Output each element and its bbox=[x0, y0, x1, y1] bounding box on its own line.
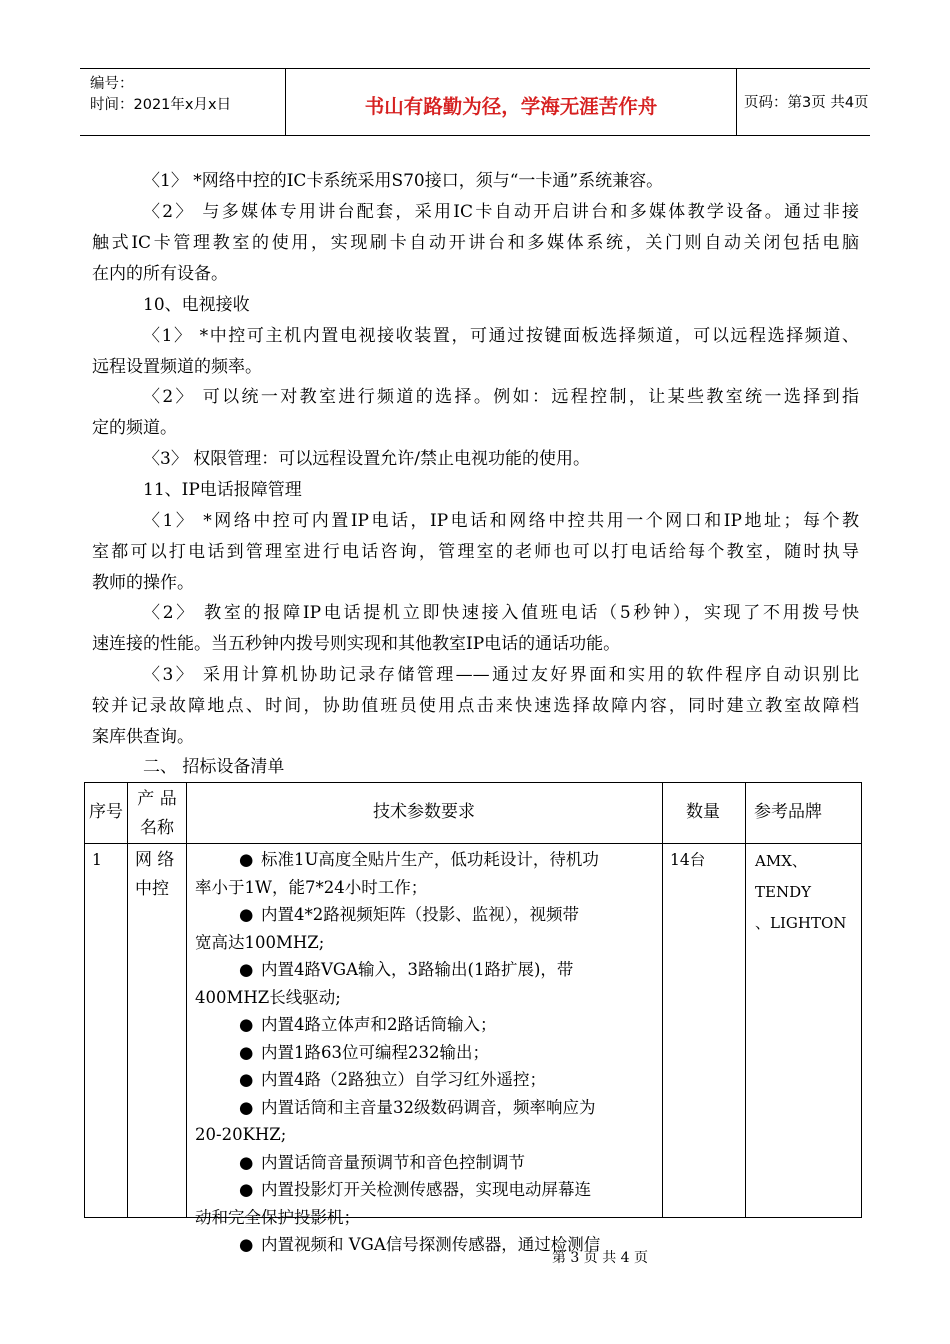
paragraph-line: 〈3〉 权限管理：可以远程设置允许/禁止电视功能的使用。 bbox=[143, 449, 590, 469]
paragraph-line: 〈1〉 *网络中控可内置IP电话，IP电话和网络中控共用一个网口和IP地址；每个教 bbox=[143, 511, 859, 531]
row-index: 1 bbox=[92, 851, 102, 869]
bullet-icon: ● bbox=[239, 1180, 254, 1199]
header-meta bbox=[80, 69, 285, 135]
spec-item-cont: 宽高达100MHZ; bbox=[195, 932, 325, 952]
paragraph-line: 在内的所有设备。 bbox=[92, 264, 228, 284]
motto: 书山有路勤为径，学海无涯苦作舟 bbox=[364, 95, 658, 118]
page-header bbox=[80, 68, 870, 136]
brand-line: AMX、TENDY bbox=[755, 852, 812, 901]
paragraph-line: 〈2〉 可以统一对教室进行频道的选择。例如：远程控制，让某些教室统一选择到指 bbox=[143, 387, 859, 407]
brand-line: 、LIGHTON bbox=[755, 914, 847, 932]
header-name: 名称 bbox=[140, 818, 174, 838]
paragraph-line: 触式IC卡管理教室的使用，实现刷卡自动开讲台和多媒体系统，关门则自动关闭包括电脑 bbox=[92, 233, 859, 253]
time-label: 时间：2021年x月x日 bbox=[90, 97, 232, 113]
section-heading: 二、 招标设备清单 bbox=[143, 757, 285, 777]
header-quantity: 数量 bbox=[686, 802, 720, 822]
bullet-icon: ● bbox=[239, 1097, 254, 1117]
row-name: 网 络 bbox=[135, 850, 175, 870]
bullet-icon: ● bbox=[239, 960, 254, 979]
spec-item: ● 内置4路（2路独立）自学习红外遥控； bbox=[195, 1066, 655, 1094]
spec-item: ● 内置视频和 VGA信号探测传感器，通过检测信 bbox=[195, 1231, 655, 1259]
paragraph-line: 速连接的性能。当五秒钟内拨号则实现和其他教室IP电话的通话功能。 bbox=[92, 634, 621, 654]
spec-item-cont: 率小于1W，能7*24小时工作； bbox=[195, 877, 428, 897]
bullet-icon: ● bbox=[239, 905, 254, 924]
bullet-icon: ● bbox=[239, 1042, 254, 1062]
spec-item: ● 内置话筒音量预调节和音色控制调节 bbox=[195, 1149, 655, 1177]
spec-item: ● 内置投影灯开关检测传感器，实现电动屏幕连 bbox=[195, 1176, 655, 1204]
spec-item: ● 内置4路立体声和2路话筒输入； bbox=[195, 1011, 655, 1039]
paragraph-line: 〈3〉 采用计算机协助记录存储管理——通过友好界面和实用的软件程序自动识别比 bbox=[143, 665, 859, 685]
row-divider bbox=[85, 843, 861, 844]
spec-item-cont: 20-20KHZ; bbox=[195, 1125, 287, 1144]
column-divider bbox=[662, 783, 663, 1217]
paragraph-line: 较并记录故障地点、时间，协助值班员使用点击来快速选择故障内容，同时建立教室故障档 bbox=[92, 696, 859, 716]
header-index: 序号 bbox=[89, 802, 123, 822]
header-product: 产 品 bbox=[137, 789, 177, 809]
bullet-icon: ● bbox=[239, 1235, 254, 1254]
paragraph-line: 远程设置频道的频率。 bbox=[92, 357, 262, 377]
row-quantity: 14台 bbox=[670, 851, 706, 869]
number-label: 编号： bbox=[90, 76, 134, 92]
paragraph-line: 〈1〉 *网络中控的IC卡系统采用S70接口，须与“一卡通”系统兼容。 bbox=[143, 171, 664, 191]
spec-item: ● 内置4路VGA输入，3路输出(1路扩展)，带 bbox=[195, 956, 655, 984]
section-heading: 10、电视接收 bbox=[143, 295, 250, 315]
paragraph-line: 室都可以打电话到管理室进行电话咨询，管理室的老师也可以打电话给每个教室，随时执导 bbox=[92, 542, 859, 562]
paragraph-line: 〈2〉 教室的报障IP电话提机立即快速接入值班电话（5秒钟），实现了不用拨号快 bbox=[143, 603, 859, 623]
footer-page-number: 第 3 页 共 4 页 bbox=[551, 1250, 649, 1266]
spec-item: ● 标准1U高度全贴片生产，低功耗设计，待机功 bbox=[195, 846, 655, 874]
page-footer bbox=[0, 1247, 950, 1267]
row-brand bbox=[755, 846, 859, 939]
paragraph-line: 〈2〉 与多媒体专用讲台配套，采用IC卡自动开启讲台和多媒体教学设备。通过非接 bbox=[143, 202, 859, 222]
paragraph-line: 〈1〉 *中控可主机内置电视接收装置，可通过按键面板选择频道，可以远程选择频道、 bbox=[143, 326, 859, 346]
spec-item-cont: 动和完全保护投影机； bbox=[195, 1207, 360, 1227]
bullet-icon: ● bbox=[239, 1152, 254, 1172]
header-spec: 技术参数要求 bbox=[373, 802, 475, 822]
column-divider bbox=[745, 783, 746, 1217]
column-divider bbox=[127, 783, 128, 1217]
column-divider bbox=[186, 783, 187, 1217]
header-motto-cell bbox=[285, 69, 737, 135]
header-brand: 参考品牌 bbox=[754, 802, 822, 822]
paragraph-line: 教师的操作。 bbox=[92, 573, 194, 593]
spec-item: ● 内置话筒和主音量32级数码调音，频率响应为 bbox=[195, 1094, 655, 1122]
bullet-icon: ● bbox=[239, 1070, 254, 1089]
spec-item: ● 内置1路63位可编程232输出； bbox=[195, 1039, 655, 1067]
paragraph-line: 案库供查询。 bbox=[92, 727, 194, 747]
spec-list bbox=[195, 846, 655, 1259]
spec-item-cont: 400MHZ长线驱动; bbox=[195, 987, 341, 1007]
page-label: 页码：第3页 共4页 bbox=[744, 95, 869, 111]
bullet-icon: ● bbox=[239, 1015, 254, 1034]
section-heading: 11、IP电话报障管理 bbox=[143, 480, 302, 500]
spec-item: ● 内置4*2路视频矩阵（投影、监视），视频带 bbox=[195, 901, 655, 929]
paragraph-line: 定的频道。 bbox=[92, 418, 177, 438]
bullet-icon: ● bbox=[239, 850, 254, 869]
row-name: 中控 bbox=[135, 879, 169, 899]
